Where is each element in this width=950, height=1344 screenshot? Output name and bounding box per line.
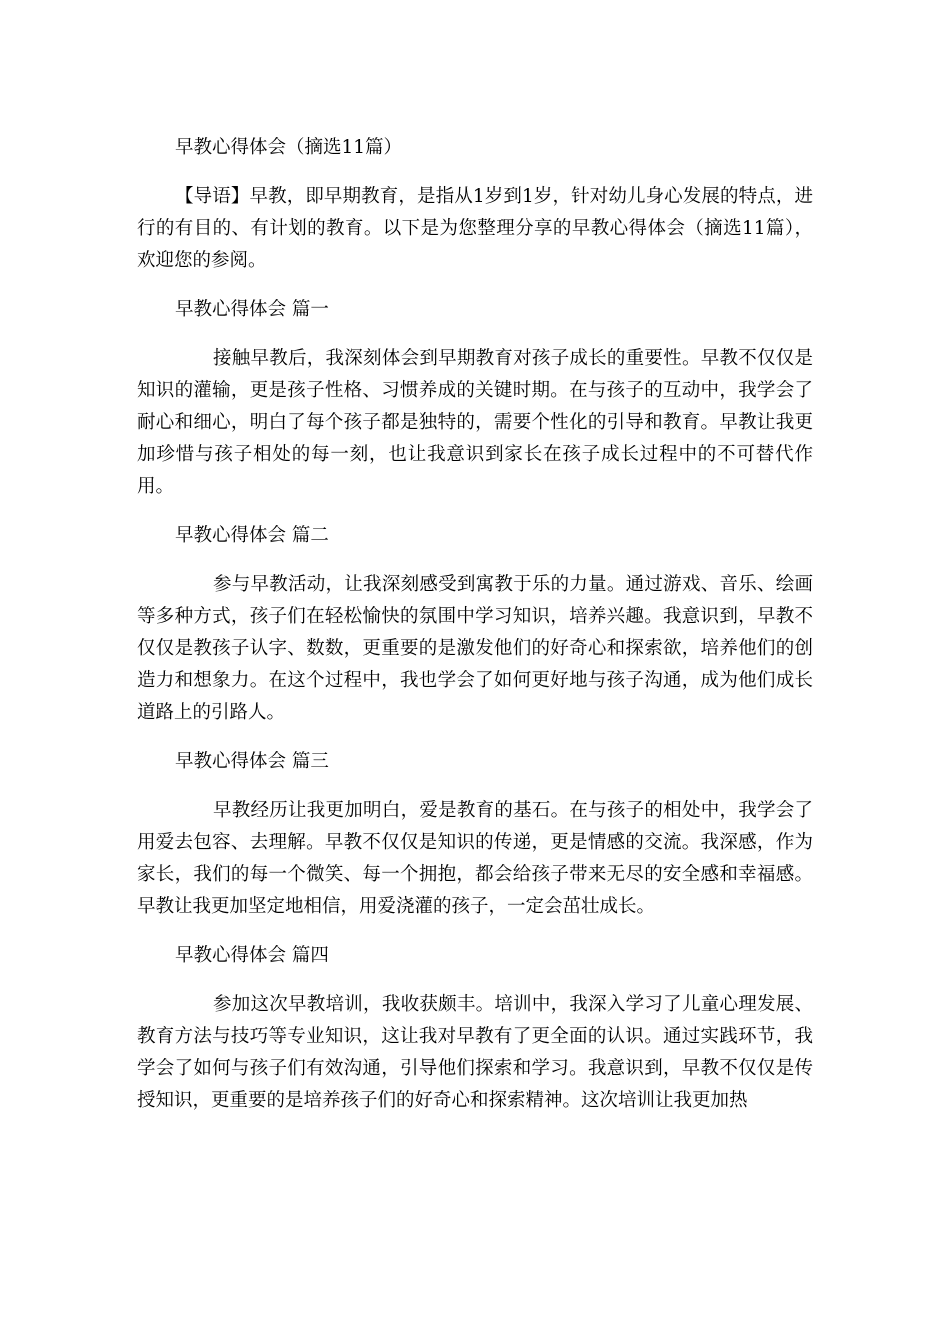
section-heading-2: 早教心得体会 篇二 xyxy=(175,525,329,546)
document-title: 早教心得体会（摘选11篇） xyxy=(175,137,403,158)
section-body-1: 接触早教后，我深刻体会到早期教育对孩子成长的重要性。早教不仅仅是知识的灌输，更是孩子性格、习惯养成的关键时期。在与孩子的互动中，我学会了耐心和细心，明白了每个孩子都是独特的，需要个性化的引导和教育。早教让我更加珍惜与孩子相处的每一刻，也让我意识到家长在孩子成长过程中的不可替代作用。 xyxy=(137,348,813,497)
section-heading-3: 早教心得体会 篇三 xyxy=(175,751,329,772)
section-heading-4: 早教心得体会 篇四 xyxy=(175,945,329,966)
document-content xyxy=(137,132,813,1117)
section-body-3: 早教经历让我更加明白，爱是教育的基石。在与孩子的相处中，我学会了用爱去包容、去理解。早教不仅仅是知识的传递，更是情感的交流。我深感，作为家长，我们的每一个微笑、每一个拥抱，都会给孩子带来无尽的安全感和幸福感。早教让我更加坚定地相信，用爱浇灌的孩子，一定会茁壮成长。 xyxy=(137,800,813,917)
section-body-4: 参加这次早教培训，我收获颇丰。培训中，我深入学习了儿童心理发展、教育方法与技巧等专业知识，这让我对早教有了更全面的认识。通过实践环节，我学会了如何与孩子们有效沟通，引导他们探索和学习。我意识到，早教不仅仅是传授知识，更重要的是培养孩子们的好奇心和探索精神。这次培训让我更加热 xyxy=(137,994,813,1111)
section-body-2: 参与早教活动，让我深刻感受到寓教于乐的力量。通过游戏、音乐、绘画等多种方式，孩子们在轻松愉快的氛围中学习知识，培养兴趣。我意识到，早教不仅仅是教孩子认字、数数，更重要的是激发他们的好奇心和探索欲，培养他们的创造力和想象力。在这个过程中，我也学会了如何更好地与孩子沟通，成为他们成长道路上的引路人。 xyxy=(137,574,813,723)
section-heading-1: 早教心得体会 篇一 xyxy=(175,299,329,320)
intro-paragraph: 【导语】早教，即早期教育，是指从1岁到1岁，针对幼儿身心发展的特点，进行的有目的、有计划的教育。以下是为您整理分享的早教心得体会（摘选11篇），欢迎您的参阅。 xyxy=(137,186,813,271)
